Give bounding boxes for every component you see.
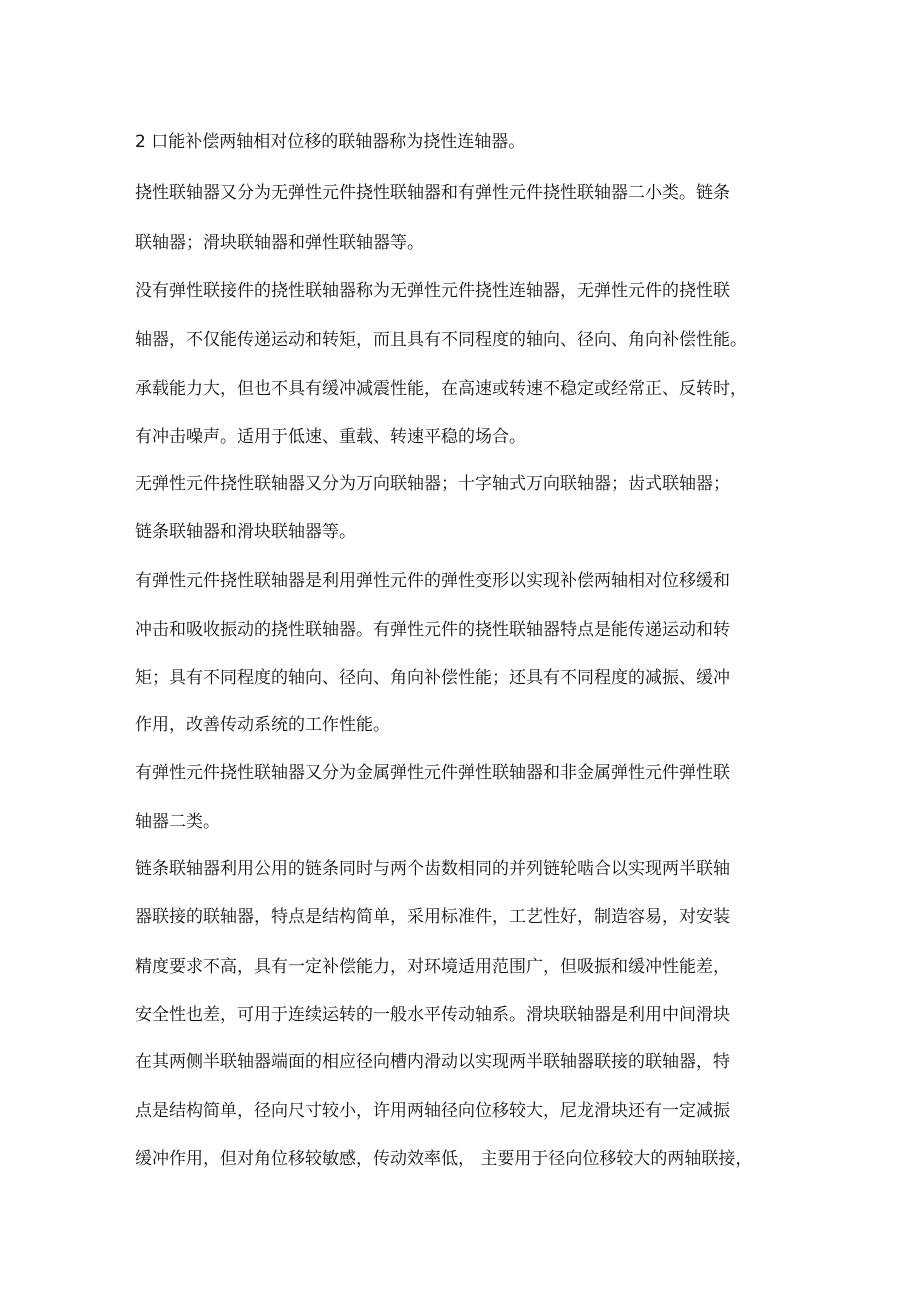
text-line: 轴器二类。	[135, 812, 220, 832]
text-line: 有冲击噪声。适用于低速、重载、转速平稳的场合。	[135, 427, 526, 447]
text-line: 点是结构简单，径向尺寸较小，许用两轴径向位移较大，尼龙滑块还有一定减振	[135, 1101, 730, 1121]
text-line: 联轴器；滑块联轴器和弹性联轴器等。	[135, 233, 424, 253]
text-line: 无弹性元件挠性联轴器又分为万向联轴器；十字轴式万向联轴器；齿式联轴器；	[135, 474, 730, 494]
text-line: 链条联轴器利用公用的链条同时与两个齿数相同的并列链轮啮合以实现两半联轴	[135, 859, 730, 879]
text-line: 在其两侧半联轴器端面的相应径向槽内滑动以实现两半联轴器联接的联轴器，特	[135, 1052, 730, 1072]
text-line: 缓冲作用，但对角位移较敏感，传动效率低， 主要用于径向位移较大的两轴联接，	[135, 1149, 753, 1169]
text-line: 有弹性元件挠性联轴器又分为金属弹性元件弹性联轴器和非金属弹性元件弹性联	[135, 763, 730, 783]
text-line: 2 口能补偿两轴相对位移的联轴器称为挠性连轴器。	[135, 132, 526, 152]
text-line: 矩；具有不同程度的轴向、径向、角向补偿性能；还具有不同程度的减振、缓冲	[135, 668, 730, 688]
text-line: 精度要求不高，具有一定补偿能力，对环境适用范围广，但吸振和缓冲性能差，	[135, 957, 730, 977]
text-line: 没有弹性联接件的挠性联轴器称为无弹性元件挠性连轴器，无弹性元件的挠性联	[135, 281, 730, 301]
text-line: 安全性也差，可用于连续运转的一般水平传动轴系。滑块联轴器是利用中间滑块	[135, 1005, 730, 1025]
text-line: 作用，改善传动系统的工作性能。	[135, 715, 390, 735]
text-line: 轴器，不仅能传递运动和转矩，而且具有不同程度的轴向、径向、角向补偿性能。	[135, 330, 747, 350]
text-line: 有弹性元件挠性联轴器是利用弹性元件的弹性变形以实现补偿两轴相对位移缓和	[135, 571, 730, 591]
text-line: 器联接的联轴器，特点是结构简单，采用标准件，工艺性好，制造容易，对安装	[135, 907, 730, 927]
text-line: 承载能力大，但也不具有缓冲减震性能，在高速或转速不稳定或经常正、反转时，	[135, 379, 747, 399]
text-line: 挠性联轴器又分为无弹性元件挠性联轴器和有弹性元件挠性联轴器二小类。链条	[135, 183, 730, 203]
text-line: 链条联轴器和滑块联轴器等。	[135, 522, 356, 542]
text-line: 冲击和吸收振动的挠性联轴器。有弹性元件的挠性联轴器特点是能传递运动和转	[135, 620, 730, 640]
